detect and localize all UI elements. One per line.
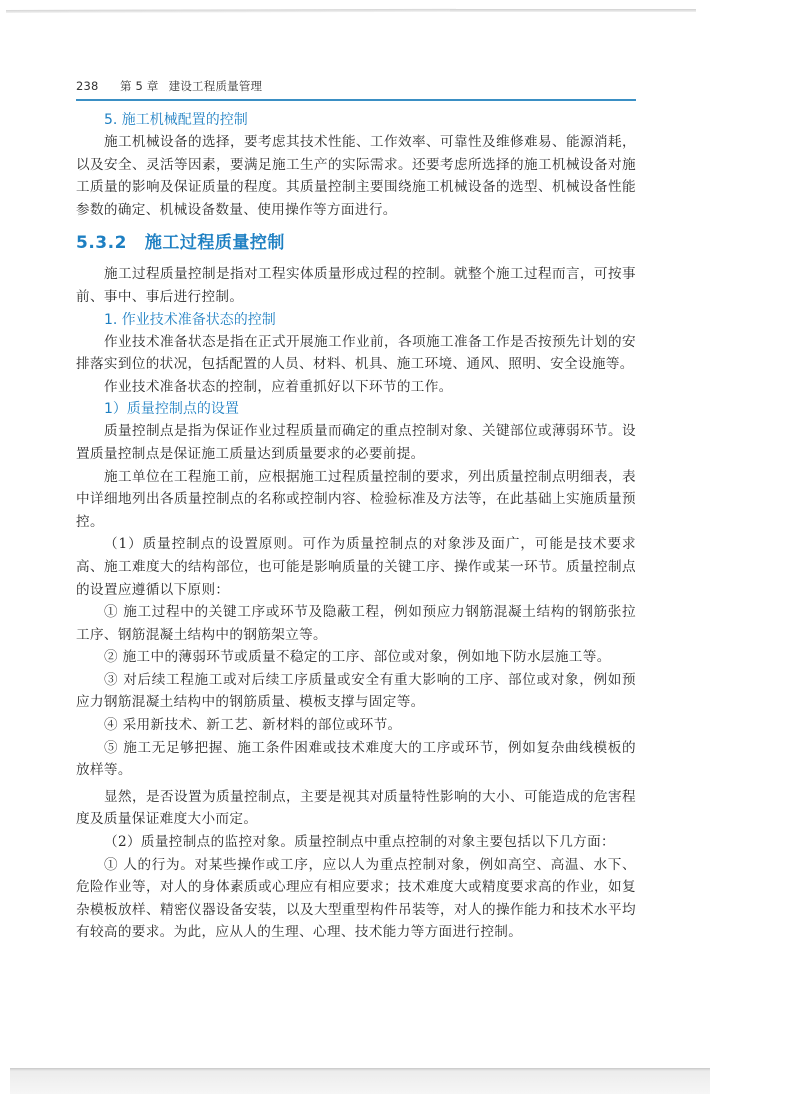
chapter-label: 第 5 章 bbox=[120, 79, 159, 93]
paragraph: 质量控制点是指为保证作业过程质量而确定的重点控制对象、关键部位或薄弱环节。设置质量控制点是保证施工质量达到质量要求的必要前提。 bbox=[76, 423, 636, 462]
paragraph: 作业技术准备状态的控制，应着重抓好以下环节的工作。 bbox=[104, 378, 453, 395]
principle-item: ④ 采用新技术、新工艺、新材料的部位或环节。 bbox=[104, 717, 402, 734]
page-content bbox=[76, 109, 636, 944]
paragraph: 施工单位在工程施工前，应根据施工过程质量控制的要求，列出质量控制点明细表，表中详细地列出各质量控制点的名称或控制内容、检验标准及方法等，在此基础上实施质量预控。 bbox=[76, 468, 636, 530]
running-header bbox=[76, 78, 636, 96]
paragraph-conclusion: 显然，是否设置为质量控制点，主要是视其对质量特性影响的大小、可能造成的危害程度及质量保证难度大小而定。 bbox=[76, 788, 636, 828]
section-title: 施工过程质量控制 bbox=[144, 233, 285, 254]
header-rule bbox=[76, 99, 636, 101]
paragraph-principles-intro: （1）质量控制点的设置原则。可作为质量控制点的对象涉及面广，可能是技术要求高、施工难度大的结构部位，也可能是影响质量的关键工序、操作或某一环节。质量控制点的设置应遵循以下原则： bbox=[76, 536, 636, 598]
chapter-title: 建设工程质量管理 bbox=[168, 79, 263, 93]
paragraph: 施工机械设备的选择，要考虑其技术性能、工作效率、可靠性及维修难易、能源消耗，以及安全、灵活等因素，要满足施工生产的实际需求。还要考虑所选择的施工机械设备对施工质量的影响及保证质量的程度。其质量控制主要围绕施工机械设备的选型、机械设备性能参数的确定、机械设备数量、使用操作等方面进行。 bbox=[76, 134, 636, 218]
scan-edge-top bbox=[450, 9, 696, 12]
section-number: 5.3.2 bbox=[76, 233, 127, 254]
scan-edge-top bbox=[6, 9, 456, 13]
section-heading-5-3-2 bbox=[76, 229, 636, 257]
monitor-item: ① 人的行为。对某些操作或工序，应以人为重点控制对象，例如高空、高温、水下、危险作业等，对人的身体素质或心理应有相应要求；技术难度大或精度要求高的作业，如复杂模板放样、精密仪器设备安装，以及大型重型构件吊装等，对人的操作能力和技术水平均有较高的要求。为此，应从人的生理、心理、技术能力等方面进行控制。 bbox=[76, 856, 636, 941]
book-page bbox=[76, 78, 636, 944]
principle-item: ⑤ 施工无足够把握、施工条件困难或技术难度大的工序或环节，例如复杂曲线模板的放样等。 bbox=[76, 739, 636, 779]
paragraph: 施工过程质量控制是指对工程实体质量形成过程的控制。就整个施工过程而言，可按事前、事中、事后进行控制。 bbox=[76, 266, 636, 305]
paragraph-monitor-intro: （2）质量控制点的监控对象。质量控制点中重点控制的对象主要包括以下几方面： bbox=[104, 834, 615, 851]
scan-edge-bottom bbox=[10, 1068, 710, 1094]
principle-item: ① 施工过程中的关键工序或环节及隐蔽工程，例如预应力钢筋混凝土结构的钢筋张拉工序、钢筋混凝土结构中的钢筋架立等。 bbox=[76, 604, 636, 643]
page-number: 238 bbox=[76, 79, 99, 93]
heading-control-point-setup: 1）质量控制点的设置 bbox=[104, 401, 239, 418]
heading-machinery-control: 5. 施工机械配置的控制 bbox=[104, 112, 248, 128]
heading-tech-preparation: 1. 作业技术准备状态的控制 bbox=[104, 311, 276, 328]
principle-item: ② 施工中的薄弱环节或质量不稳定的工序、部位或对象，例如地下防水层施工等。 bbox=[104, 649, 611, 666]
paragraph: 作业技术准备状态是指在正式开展施工作业前，各项施工准备工作是否按预先计划的安排落实到位的状况，包括配置的人员、材料、机具、施工环境、通风、照明、安全设施等。 bbox=[76, 333, 636, 373]
principle-item: ③ 对后续工程施工或对后续工序质量或安全有重大影响的工序、部位或对象，例如预应力钢筋混凝土结构中的钢筋质量、模板支撑与固定等。 bbox=[76, 671, 636, 711]
